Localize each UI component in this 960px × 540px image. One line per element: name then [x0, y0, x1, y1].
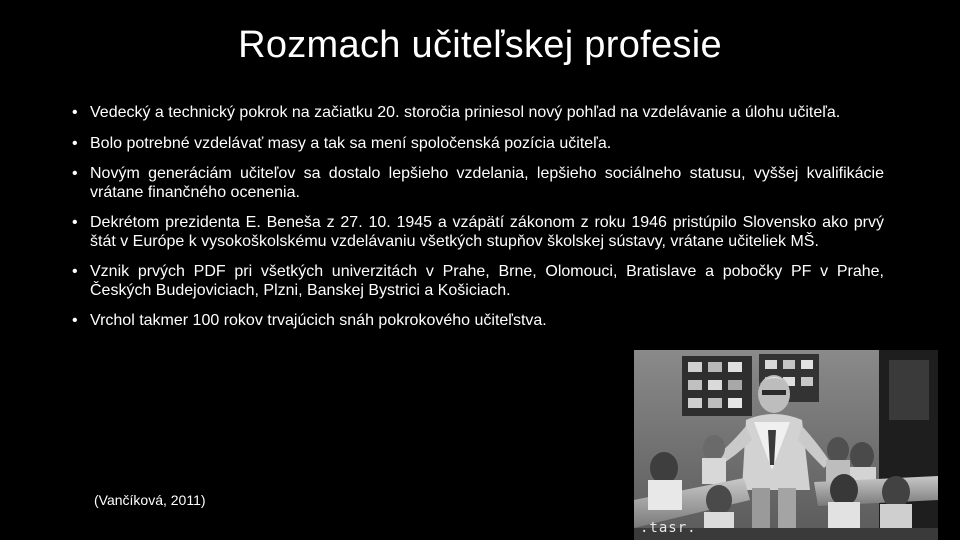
bullet-item — [72, 135, 884, 154]
bullet-text: Novým generáciám učiteľov sa dostalo lepšieho vzdelania, lepšieho sociálneho statusu, vyššej kvalifikácie vrátane finančného ocenenia. — [90, 165, 884, 201]
photo-watermark: .tasr. — [640, 520, 697, 536]
bullet-item — [72, 104, 884, 123]
bullet-text: Vrchol takmer 100 rokov trvajúcich snáh pokrokového učiteľstva. — [90, 312, 547, 329]
bullet-text: Vedecký a technický pokrok na začiatku 20. storočia priniesol nový pohľad na vzdelávanie a úlohu učiteľa. — [90, 104, 841, 121]
bullet-item — [72, 165, 884, 202]
bullet-item — [72, 312, 660, 331]
slide-title: Rozmach učiteľskej profesie — [238, 24, 722, 66]
bullet-text: Dekrétom prezidenta E. Beneša z 27. 10. 1945 a vzápätí zákonom z roku 1946 pristúpilo Slovensko ako prvý štát v Európe k vysokoškolskému vzdelávaniu všetkých stupňov školskej sústavy, vrátane učiteliek MŠ. — [90, 214, 884, 250]
bullet-marker: • — [72, 165, 78, 182]
bullet-list — [72, 104, 884, 343]
bullet-marker: • — [72, 134, 78, 152]
bullet-marker: • — [72, 214, 78, 231]
bullet-text: Bolo potrebné vzdelávať masy a tak sa mení spoločenská pozícia učiteľa. — [90, 134, 612, 152]
bullet-marker: • — [72, 104, 78, 121]
citation: (Vančíková, 2011) — [94, 492, 206, 508]
bullet-item — [72, 263, 884, 300]
bullet-marker: • — [72, 263, 78, 280]
bullet-item — [72, 214, 884, 251]
bullet-marker: • — [72, 312, 78, 329]
bullet-text: Vznik prvých PDF pri všetkých univerzitách v Prahe, Brne, Olomouci, Bratislave a pobočky PF v Prahe, Českých Budejoviciach, Plzni, Banskej Bystrici a Košiciach. — [90, 263, 884, 299]
classroom-photo — [634, 350, 938, 540]
